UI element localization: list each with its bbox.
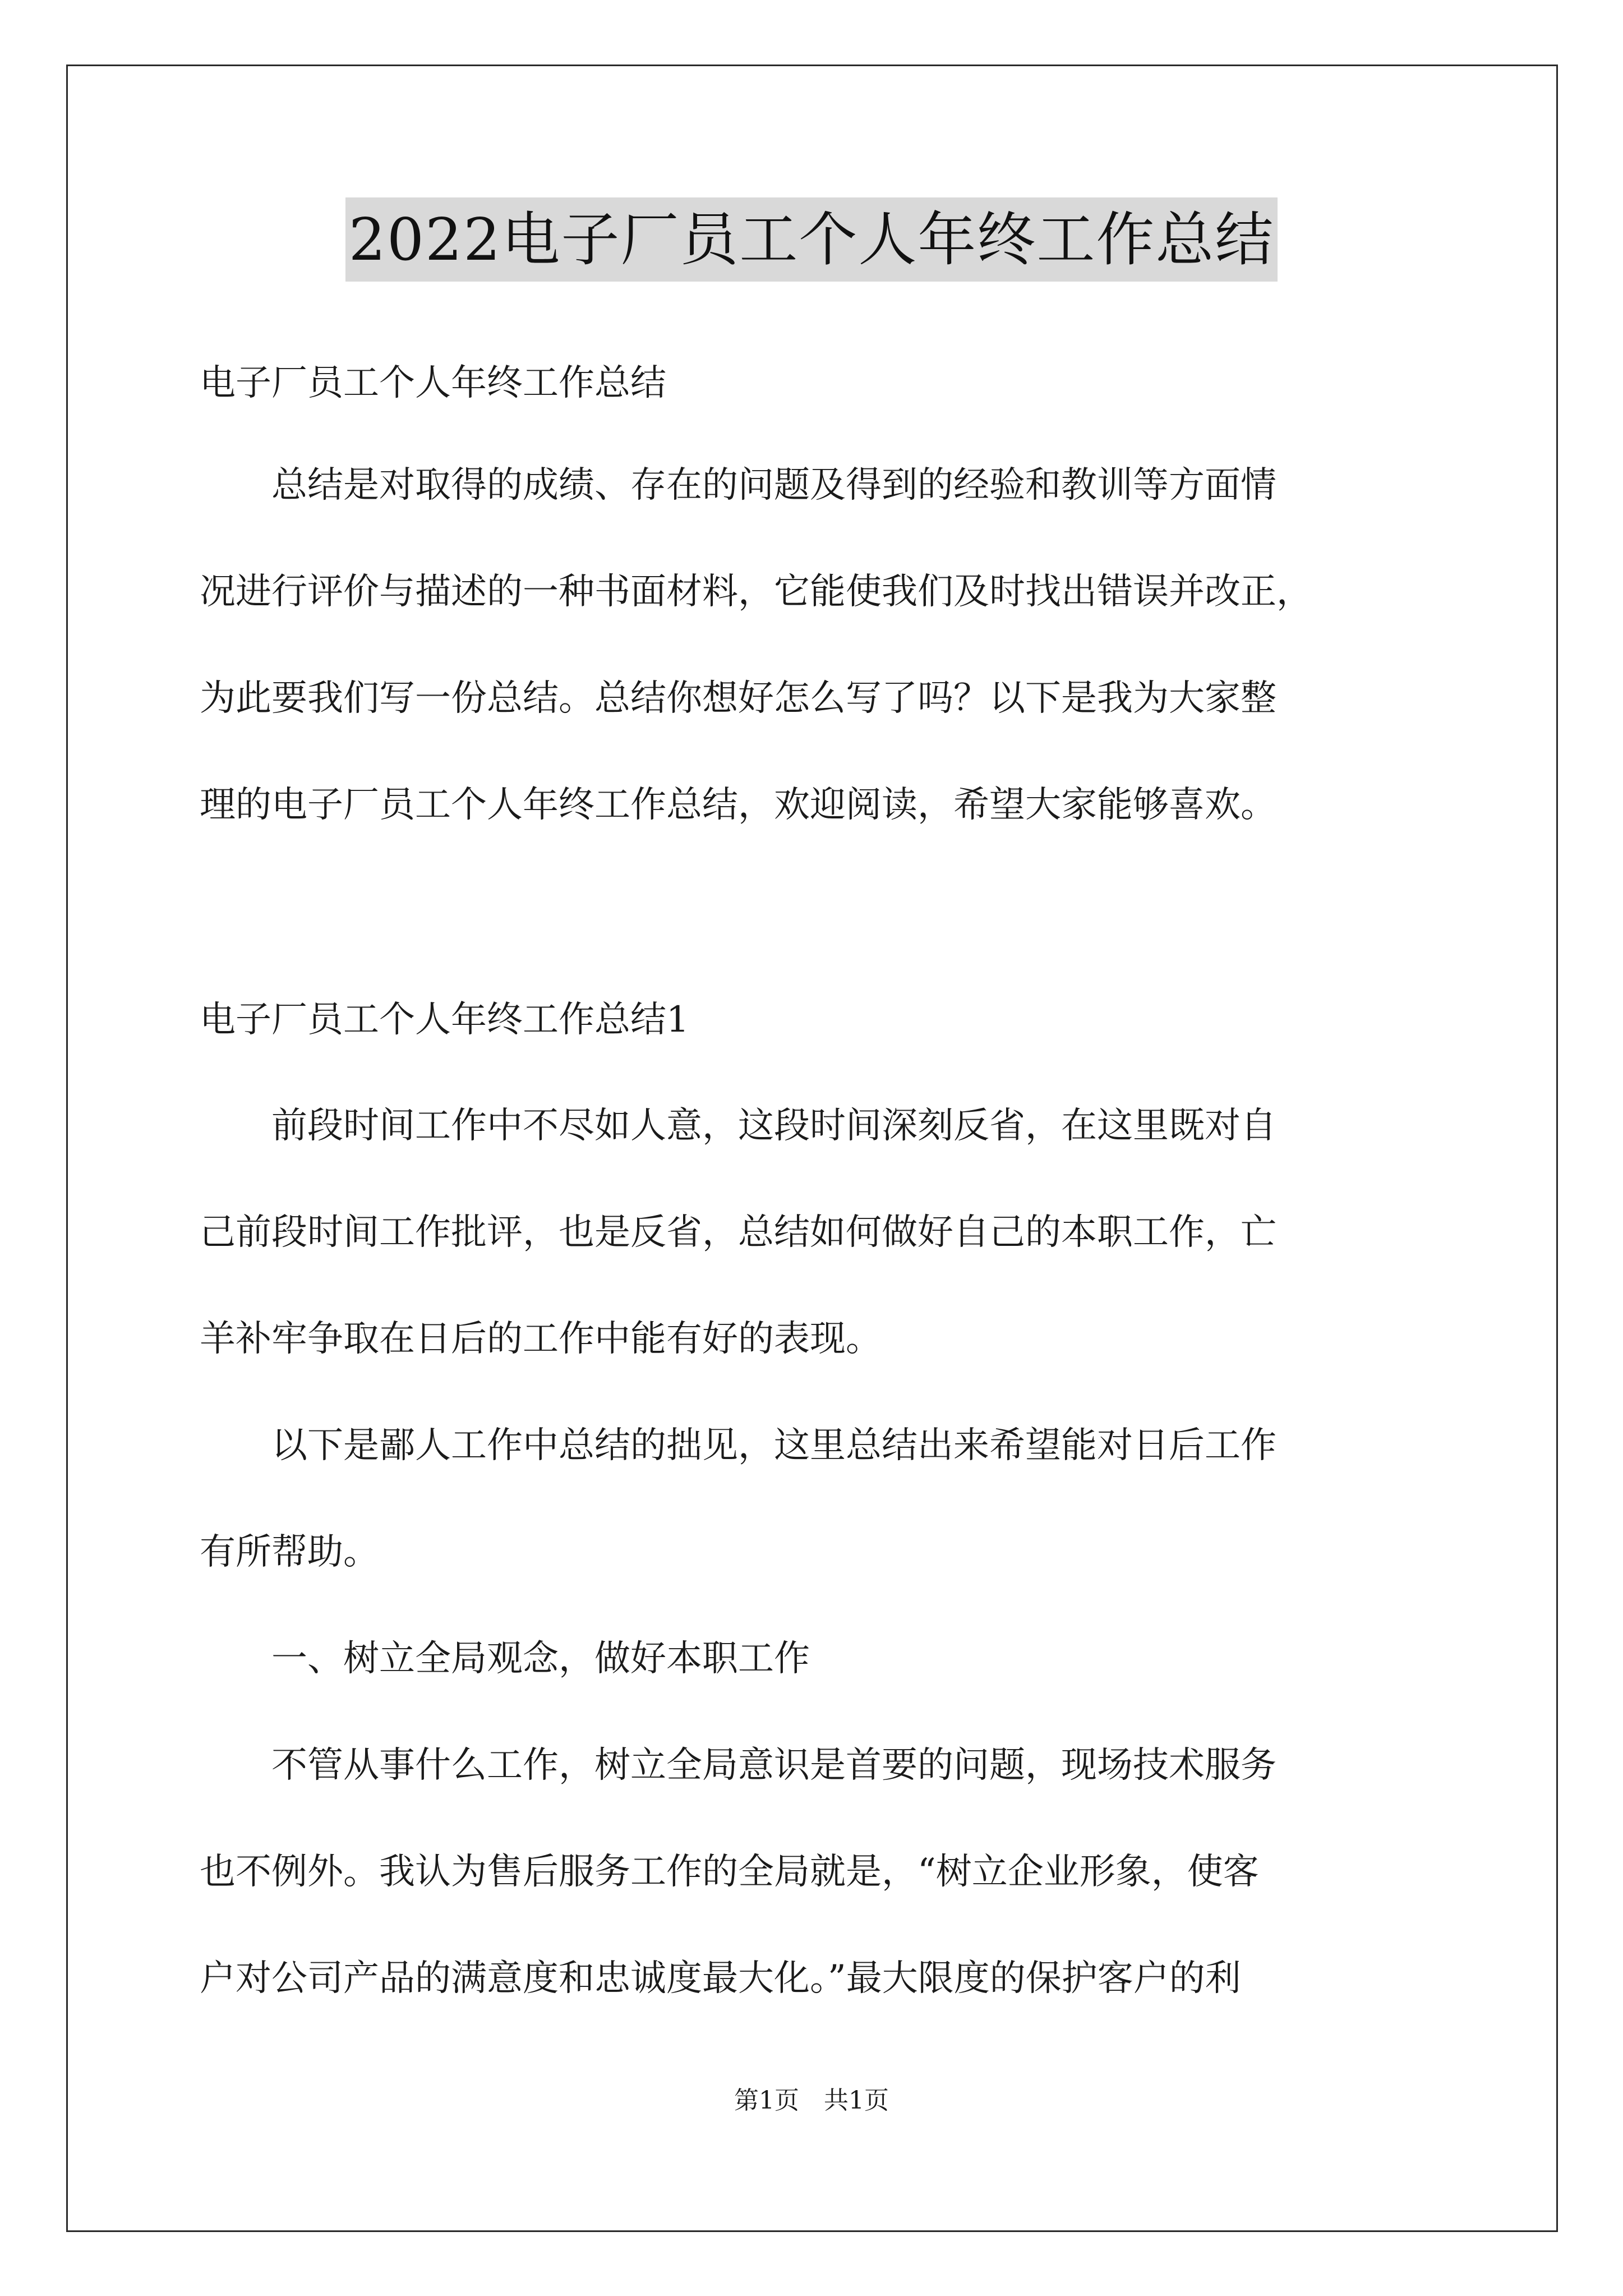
section-heading: 电子厂员工个人年终工作总结1 <box>200 999 689 1041</box>
paragraph-line: 以下是鄙人工作中总结的拙见，这里总结出来希望能对日后工作 <box>200 1425 1276 1466</box>
subtitle-line: 电子厂员工个人年终工作总结 <box>200 362 666 404</box>
title-container <box>0 197 1623 282</box>
paragraph-line: 户对公司产品的满意度和忠诚度最大化。”最大限度的保护客户的利 <box>200 1958 1241 1999</box>
paragraph-line: 有所帮助。 <box>200 1531 379 1573</box>
paragraph-line: 总结是对取得的成绩、存在的问题及得到的经验和教训等方面情 <box>200 464 1276 506</box>
paragraph-line: 理的电子厂员工个人年终工作总结，欢迎阅读，希望大家能够喜欢。 <box>200 784 1276 826</box>
paragraph-line: 不管从事什么工作，树立全局意识是首要的问题，现场技术服务 <box>200 1745 1276 1786</box>
paragraph-line: 羊补牢争取在日后的工作中能有好的表现。 <box>200 1318 882 1360</box>
subsection-heading: 一、树立全局观念，做好本职工作 <box>200 1638 810 1680</box>
paragraph-line: 况进行评价与描述的一种书面材料，它能使我们及时找出错误并改正， <box>200 571 1312 613</box>
paragraph-line: 为此要我们写一份总结。总结你想好怎么写了吗？以下是我为大家整 <box>200 678 1276 719</box>
document-title: 2022电子厂员工个人年终工作总结 <box>345 197 1278 282</box>
paragraph-line: 前段时间工作中不尽如人意，这段时间深刻反省，在这里既对自 <box>200 1105 1276 1147</box>
page-footer: 第1页 共1页 <box>734 2086 889 2115</box>
paragraph-line: 己前段时间工作批评，也是反省，总结如何做好自己的本职工作，亡 <box>200 1212 1276 1253</box>
paragraph-line: 也不例外。我认为售后服务工作的全局就是，“树立企业形象，使客 <box>200 1851 1259 1893</box>
